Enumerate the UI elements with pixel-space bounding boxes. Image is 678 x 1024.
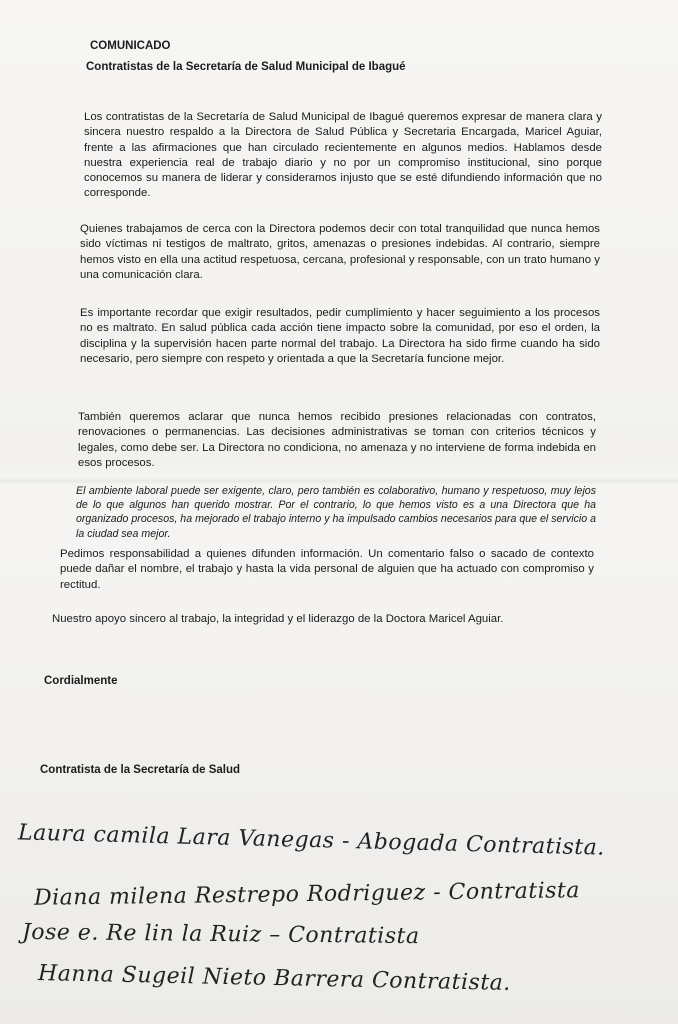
paragraph-7: Nuestro apoyo sincero al trabajo, la integridad y el liderazgo de la Doctora Maricel Aguiar. [52, 613, 504, 625]
signer-label: Contratista de la Secretaría de Salud [40, 764, 241, 776]
paragraph-2: Quienes trabajamos de cerca con la Directora podemos decir con total tranquilidad que nunca hemos sido víctimas ni testigos de maltrato, gritos, amenazas o presiones indebidas. Al contrario, siempre hemos visto en ella una actitud respetuosa, cercana, profesional y responsable, con un trato humano y una comunicación clara. [80, 223, 600, 281]
paragraph-4: También queremos aclarar que nunca hemos recibido presiones relacionadas con contratos, renovaciones o permanencias. Las decisiones administrativas se toman con criterios técnicos y legales, como debe ser. La Directora no condiciona, no amenaza y no interviene de forma indebida en esos procesos. [78, 411, 596, 469]
signature-1: Laura camila Lara Vanegas - Abogada Contratista. [17, 820, 606, 861]
paragraph-1: Los contratistas de la Secretaría de Salud Municipal de Ibagué queremos expresar de manera clara y sincera nuestro respaldo a la Directora de Salud Pública y Secretaria Encargada, Maricel Aguiar, frente a las afirmaciones que han circulado recientemente en algunos medios. Hablamos desde nuestra experiencia real de trabajo diario y no por un compromiso institucional, sino porque conocemos su manera de liderar y consideramos injusto que se esté difundiendo información que no corresponde. [84, 111, 602, 200]
closing: Cordialmente [44, 675, 118, 687]
signature-3: Jose e. Re lin la Ruiz – Contratista [21, 919, 420, 950]
document-subtitle: Contratistas de la Secretaría de Salud Municipal de Ibagué [86, 61, 406, 73]
paragraph-3: Es importante recordar que exigir resultados, pedir cumplimiento y hacer seguimiento a los procesos no es maltrato. En salud pública cada acción tiene impacto sobre la comunidad, por eso el orden, la disciplina y la supervisión hacen parte normal del trabajo. La Directora ha sido firme cuando ha sido necesario, pero siempre con respeto y orientada a que la Secretaría funcione mejor. [80, 307, 600, 365]
signature-2: Diana milena Restrepo Rodriguez - Contratista [33, 878, 581, 911]
paragraph-6: Pedimos responsabilidad a quienes difunden información. Un comentario falso o sacado de contexto puede dañar el nombre, el trabajo y hasta la vida personal de alguien que ha actuado con compromiso y rectitud. [60, 548, 594, 591]
signature-4: Hanna Sugeil Nieto Barrera Contratista. [37, 961, 512, 996]
paragraph-5: El ambiente laboral puede ser exigente, claro, pero también es colaborativo, humano y respetuoso, muy lejos de lo que algunos han querido mostrar. Por el contrario, lo que hemos visto es a una Directora que ha organizado procesos, ha mejorado el trabajo interno y ha impulsado cambios necesarios para que el servicio a la ciudad sea mejor. [76, 485, 596, 540]
document-title: COMUNICADO [90, 40, 171, 52]
